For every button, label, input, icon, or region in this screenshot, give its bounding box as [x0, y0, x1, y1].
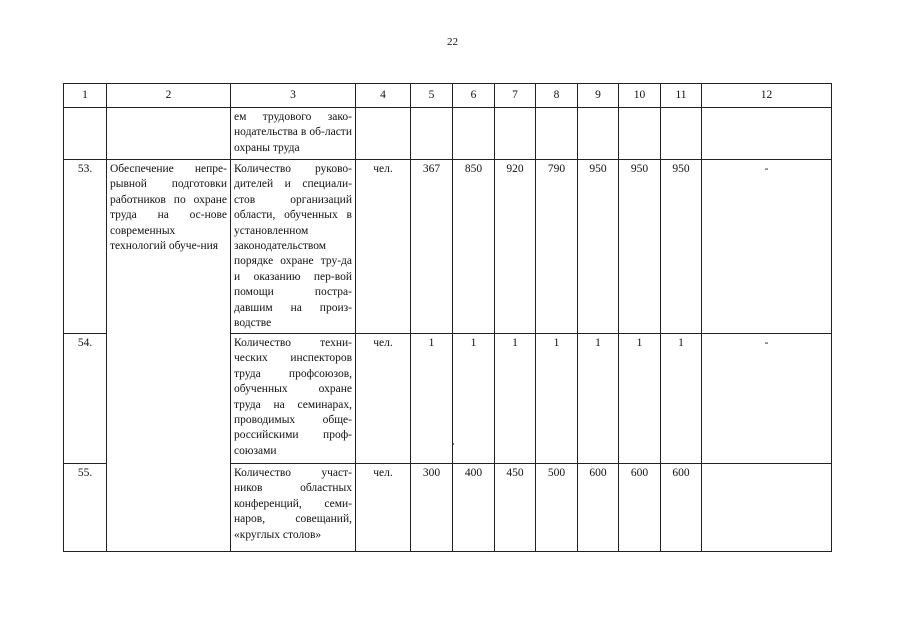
cell-value: 600 [578, 464, 619, 552]
table-row-continuation [64, 108, 832, 160]
cell-value [661, 108, 702, 160]
cell-value: 850 [453, 160, 495, 334]
header-cell: 6 [453, 84, 495, 108]
cell-value: 1 [453, 334, 495, 464]
header-cell: 11 [661, 84, 702, 108]
cell-value: 400 [453, 464, 495, 552]
header-cell: 12 [702, 84, 832, 108]
cell-value [453, 108, 495, 160]
header-cell: 7 [495, 84, 536, 108]
cell-value: 600 [661, 464, 702, 552]
cell-value: 950 [619, 160, 661, 334]
cell-note [702, 108, 832, 160]
page-number: 22 [447, 36, 458, 48]
cell-value [536, 108, 578, 160]
cell-value: 1 [661, 334, 702, 464]
cell-value [411, 108, 453, 160]
cell-unit: чел. [356, 464, 411, 552]
cell-unit: чел. [356, 334, 411, 464]
cell-value: 950 [578, 160, 619, 334]
cell-note [702, 464, 832, 552]
cell-unit [356, 108, 411, 160]
cell-num: 54. [64, 334, 107, 464]
header-cell: 8 [536, 84, 578, 108]
header-cell: 1 [64, 84, 107, 108]
header-cell: 5 [411, 84, 453, 108]
cell-value: 500 [536, 464, 578, 552]
cell-value [495, 108, 536, 160]
header-cell: 2 [107, 84, 231, 108]
cell-activity: Обеспечение непре-рывной подготовки работников по охране труда на ос-нове современных технологий обуче-ния [107, 160, 231, 552]
header-cell: 9 [578, 84, 619, 108]
header-cell: 4 [356, 84, 411, 108]
cell-value: 1 [578, 334, 619, 464]
cell-note: - [702, 334, 832, 464]
cell-value: 790 [536, 160, 578, 334]
cell-indicator: Количество руково-дителей и специали-стов организаций области, обученных в установленном законодательством порядке охране тру-да и оказанию пер-вой помощи постра-давшим на произ-водстве [231, 160, 356, 334]
cell-value: 1 [495, 334, 536, 464]
cell-value: 1 [536, 334, 578, 464]
cell-indicator: Количество участ-ников областных конференций, семи-наров, совещаний, «круглых столов» [231, 464, 356, 552]
cell-value [619, 108, 661, 160]
cell-unit: чел. [356, 160, 411, 334]
cell-value: 1 [411, 334, 453, 464]
cell-num: 55. [64, 464, 107, 552]
cell-value: 367 [411, 160, 453, 334]
table-row [64, 160, 832, 334]
cell-value [578, 108, 619, 160]
cell-indicator: Количество техни-ческих инспекторов труда профсоюзов, обученных охране труда на семинарах, проводимых обще-российскими проф-союзами [231, 334, 356, 464]
cell-value: 950 [661, 160, 702, 334]
header-cell: 3 [231, 84, 356, 108]
cell-value: 450 [495, 464, 536, 552]
cell-indicator: ем трудового зако-нодательства в об-ласти охраны труда [231, 108, 356, 160]
cell-num [64, 108, 107, 160]
cell-note: - [702, 160, 832, 334]
cell-value: 920 [495, 160, 536, 334]
cell-value: 1 [619, 334, 661, 464]
scan-speck [452, 443, 454, 445]
header-cell: 10 [619, 84, 661, 108]
program-indicators-table [63, 83, 832, 552]
cell-activity [107, 108, 231, 160]
table-header-row [64, 84, 832, 108]
cell-num: 53. [64, 160, 107, 334]
cell-value: 300 [411, 464, 453, 552]
cell-value: 600 [619, 464, 661, 552]
